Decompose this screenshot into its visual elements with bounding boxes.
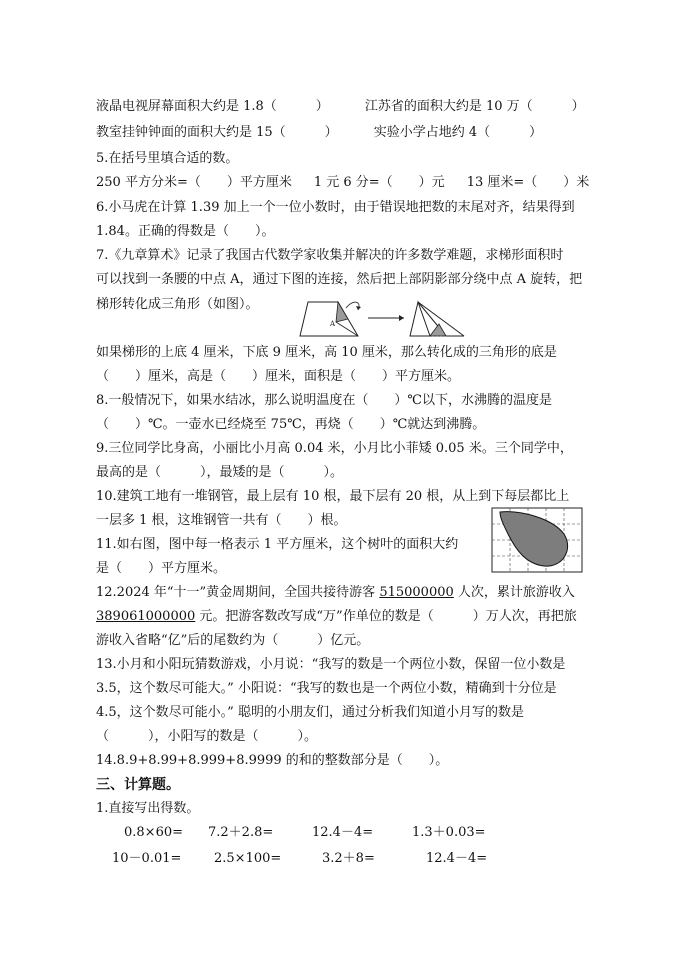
q5-a: 250 平方分米=（ ）平方厘米 (96, 175, 292, 190)
q4-line-2 (96, 124, 542, 142)
trapezoid-rotation-figure (296, 296, 468, 340)
calc-item: 12.4－4= (426, 851, 488, 866)
q7-line-3: 梯形转化成三角形（如图）。 (96, 297, 259, 312)
q12-text: 12.2024 年“十一”黄金周期间，全国共接待游客 (96, 585, 380, 600)
q5-c: 13 厘米=（ ）米 (466, 175, 590, 190)
q4-jiangsu-area: 江苏省的面积大约是 10 万（ ） (364, 99, 585, 114)
section-3-subtitle: 1.直接写出得数。 (96, 801, 200, 816)
q12-line-3: 游收入省略“亿”后的尾数约为（ ）亿元。 (96, 633, 370, 648)
q7-line-2: 可以找到一条腰的中点 A，通过下图的连接，然后把上部阴影部分绕中点 A 旋转，把 (96, 272, 583, 287)
q10-line-1: 10.建筑工地有一堆钢管，最上层有 10 根，最下层有 20 根，从上到下每层都比上 (96, 489, 570, 504)
q6-line-2: 1.84。正确的得数是（ ）。 (96, 224, 275, 239)
q4-clock-area: 教室挂钟钟面的面积大约是 15（ ） (96, 125, 338, 140)
q12-text: 元。把游客数改写成“万”作单位的数是（ ）万人次，再把旅 (195, 609, 577, 624)
q9-line-2: 最高的是（ ），最矮的是（ ）。 (96, 465, 344, 480)
leaf-grid-figure (490, 506, 586, 576)
q12-text: 人次，累计旅游收入 (453, 585, 575, 600)
q13-line-4: （ ），小阳写的数是（ ）。 (96, 729, 318, 744)
q4-school-area: 实验小学占地约 4（ ） (373, 125, 543, 140)
q11-line-2: 是（ ）平方厘米。 (96, 561, 227, 576)
calc-item: 0.8×60= (124, 825, 184, 840)
q6-line-1: 6.小马虎在计算 1.39 加上一个一位小数时，由于错误地把数的末尾对齐，结果得到 (96, 200, 575, 215)
calc-item: 7.2＋2.8= (208, 825, 274, 840)
q8-line-2: （ ）℃。一壶水已经烧至 75℃，再烧（ ）℃就达到沸腾。 (96, 417, 486, 432)
calc-item: 12.4－4= (312, 825, 374, 840)
q7-line-4: 如果梯形的上底 4 厘米，下底 9 厘米，高 10 厘米，那么转化成的三角形的底是 (96, 345, 557, 360)
q5-title: 5.在括号里填合适的数。 (96, 151, 239, 166)
calc-item: 1.3＋0.03= (412, 825, 486, 840)
q5-line (96, 174, 589, 192)
q10-line-2: 一层多 1 根，这堆钢管一共有（ ）根。 (96, 513, 347, 528)
q9-line-1: 9.三位同学比身高，小丽比小月高 0.04 米，小月比小菲矮 0.05 米。三个同学中， (96, 441, 573, 456)
q11-line-1: 11.如右图，图中每一格表示 1 平方厘米，这个树叶的面积大约 (96, 537, 459, 552)
q7-line-1: 7.《九章算术》记录了我国古代数学家收集并解决的许多数学难题，求梯形面积时 (96, 248, 564, 263)
section-3-title: 三、计算题。 (96, 777, 180, 793)
tourist-count: 515000000 (379, 585, 454, 600)
q4-tv-area: 液晶电视屏幕面积大约是 1.8（ ） (96, 99, 329, 114)
q5-b: 1 元 6 分=（ ）元 (313, 175, 445, 190)
point-a-label: A (330, 320, 336, 328)
q13-line-2: 3.5，这个数尽可能大。” 小阳说：“我写的数也是一个两位小数，精确到十分位是 (96, 681, 557, 696)
q12-line-1 (96, 584, 575, 602)
q14-line-1: 14.8.9+8.99+8.999+8.9999 的和的整数部分是（ ）。 (96, 753, 449, 768)
calc-item: 10－0.01= (112, 851, 182, 866)
q7-line-5: （ ）厘米，高是（ ）厘米，面积是（ ）平方厘米。 (96, 369, 461, 384)
q13-line-1: 13.小月和小阳玩猜数游戏，小月说：“我写的数是一个两位小数，保留一位小数是 (96, 657, 566, 672)
q13-line-3: 4.5，这个数尽可能小。” 聪明的小朋友们，通过分析我们知道小月写的数是 (96, 705, 524, 720)
q8-line-1: 8.一般情况下，如果水结冰，那么说明温度在（ ）℃以下，水沸腾的温度是 (96, 393, 552, 408)
leaf-shape (500, 512, 568, 566)
tourism-income: 389061000000 (96, 609, 196, 624)
calc-item: 3.2＋8= (322, 851, 375, 866)
calc-item: 2.5×100= (214, 851, 282, 866)
q4-line-1 (96, 98, 585, 116)
q12-line-2 (96, 608, 577, 626)
